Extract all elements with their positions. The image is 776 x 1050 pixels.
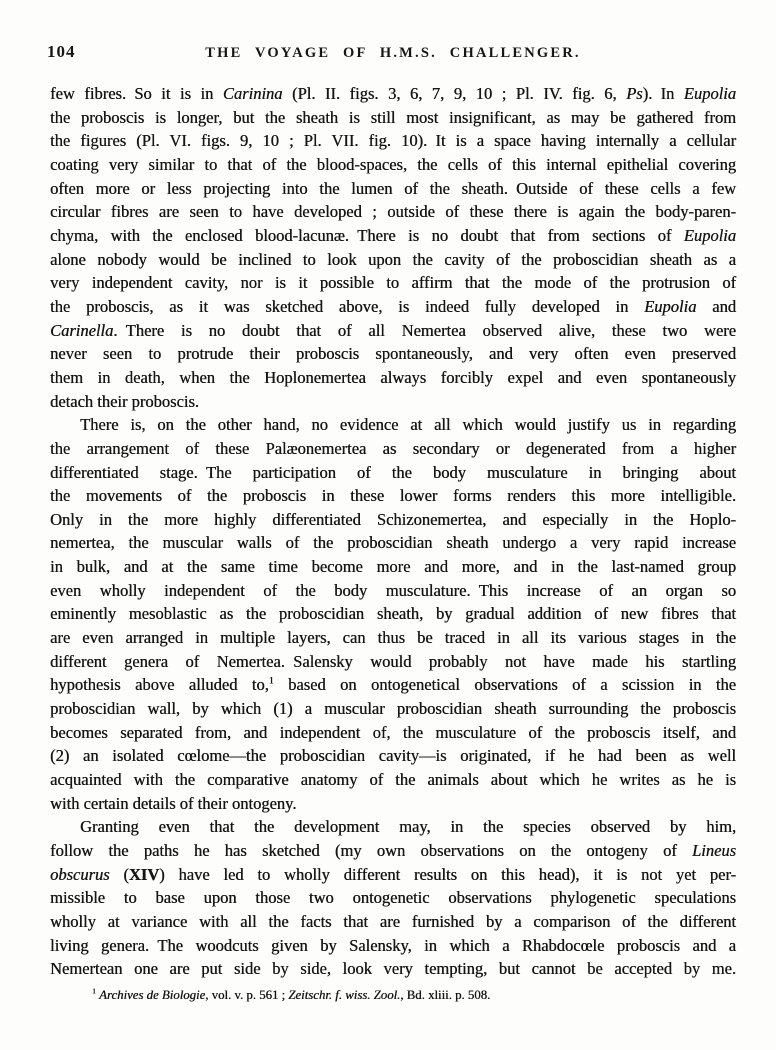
text-segment: eminently mesoblastic as the proboscidian sheath, by gradual addition of new fibres that <box>50 604 736 624</box>
text-segment: the figures (Pl. VI. figs. 9, 10 ; Pl. VII. fig. 10). It is a space having internally a cellular <box>50 131 736 151</box>
text-line <box>50 531 736 555</box>
text-line <box>50 910 736 934</box>
text-line <box>50 508 736 532</box>
text-line <box>50 792 736 816</box>
text-line <box>50 295 736 319</box>
text-line <box>50 342 736 366</box>
text-segment: ) have led to wholly different results on this head), it is not yet per- <box>159 864 736 884</box>
text-segment: Eupolia <box>683 84 736 103</box>
text-segment: the movements of the proboscis in these lower forms renders this more intelligible. <box>50 486 736 506</box>
text-segment: often more or less projecting into the lumen of the sheath. Outside of these cells a few <box>50 178 736 198</box>
text-segment: never seen to protrude their proboscis spontaneously, and very often even preserved <box>50 344 736 364</box>
text-segment: circular fibres are seen to have developed ; outside of these there is again the body-paren- <box>50 202 736 222</box>
text-line <box>50 957 736 981</box>
text-line <box>50 319 736 343</box>
text-segment: missible to base upon those two ontogenetic observations phylogenetic speculations <box>50 888 736 908</box>
text-segment: Granting even that the development may, in the species observed by him, <box>80 817 736 837</box>
text-segment: and <box>696 296 736 316</box>
text-line <box>50 437 736 461</box>
text-segment: coating very similar to that of the blood-spaces, the cells of this internal epithelial covering <box>50 154 736 174</box>
running-title: THE VOYAGE OF H.M.S. CHALLENGER. <box>205 45 581 61</box>
text-line <box>50 602 736 626</box>
text-segment: Zeitschr. f. wiss. Zool. <box>288 987 401 1002</box>
paragraph <box>50 815 736 981</box>
text-segment: , vol. v. p. 561 ; <box>205 987 289 1002</box>
text-line <box>50 200 736 224</box>
text-segment: (2) an isolated cœlome—the proboscidian cavity—is originated, if he had been as well <box>50 746 736 766</box>
text-line <box>50 555 736 579</box>
text-line <box>50 579 736 603</box>
text-segment: Only in the more highly differentiated Schizonemertea, and especially in the Hoplo- <box>50 509 736 529</box>
paragraph <box>50 413 736 815</box>
text-line <box>50 744 736 768</box>
body-text <box>50 82 736 1004</box>
text-segment: nemertea, the muscular walls of the proboscidian sheath undergo a very rapid increase <box>50 533 736 553</box>
text-line <box>50 224 736 248</box>
text-segment: the proboscis is longer, but the sheath is still most insignificant, as may be gathered from <box>50 107 736 127</box>
text-segment: becomes separated from, and independent of, the musculature of the proboscis itself, and <box>50 722 736 742</box>
text-line <box>50 697 736 721</box>
text-segment: XIV <box>128 864 160 884</box>
text-segment: them in death, when the Hoplonemertea always forcibly expel and even spontaneously <box>50 367 736 387</box>
text-segment: (Pl. II. figs. 3, 6, 7, 9, 10 ; Pl. IV. fig. 6, <box>282 84 627 103</box>
text-segment: living genera. The woodcuts given by Salensky, in which a Rhabdocœle proboscis and a <box>50 935 736 955</box>
text-segment: proboscidian wall, by which (1) a muscular proboscidian sheath surrounding the proboscis <box>50 699 736 719</box>
text-line <box>50 106 736 130</box>
text-segment: Carinella <box>50 320 114 340</box>
footnote-reference: 1 <box>92 986 96 996</box>
text-line <box>50 390 736 414</box>
text-line <box>50 248 736 272</box>
text-segment: in bulk, and at the same time become more and more, and in the last-named group <box>50 557 736 577</box>
text-line <box>50 177 736 201</box>
text-segment: with certain details of their ontogeny. <box>50 793 297 813</box>
footnote-reference: 1 <box>268 675 274 687</box>
text-segment: even wholly independent of the body musculature. This increase of an organ so <box>50 580 736 600</box>
text-segment: ). In <box>642 84 684 103</box>
text-segment: hypothesis above alluded to, <box>50 675 269 695</box>
text-segment: based on ontogenetical observations of a scission in the <box>273 675 736 695</box>
text-segment: . There is no doubt that of all Nemertea observed alive, these two were <box>113 320 736 340</box>
text-segment: obscurus <box>50 864 110 884</box>
text-segment: Nemertean one are put side by side, look very tempting, but cannot be accepted by me. <box>50 959 736 979</box>
text-line <box>50 934 736 958</box>
text-line <box>50 650 736 674</box>
text-segment: Ps <box>626 84 643 103</box>
text-line <box>50 626 736 650</box>
page-number: 104 <box>47 42 76 61</box>
text-line <box>50 886 736 910</box>
text-segment: There is, on the other hand, no evidence at all which would justify us in regarding <box>80 415 736 435</box>
text-segment: the proboscis, as it was sketched above, is indeed fully developed in <box>50 296 645 316</box>
text-line <box>50 673 736 697</box>
text-line <box>50 815 736 839</box>
text-segment: very independent cavity, nor is it possible to affirm that the mode of the protrusion of <box>50 273 736 293</box>
text-line <box>50 271 736 295</box>
text-line <box>50 768 736 792</box>
text-segment: differentiated stage. The participation of the body musculature in bringing about <box>50 462 736 482</box>
text-segment: chyma, with the enclosed blood-lacunæ. There is no doubt that from sections of <box>50 225 684 245</box>
text-line <box>50 129 736 153</box>
text-segment: Eupolia <box>683 225 736 245</box>
text-segment: Eupolia <box>644 296 697 316</box>
text-line <box>50 721 736 745</box>
text-line <box>50 839 736 863</box>
text-line <box>50 484 736 508</box>
text-line <box>50 153 736 177</box>
text-line <box>50 461 736 485</box>
text-line <box>50 413 736 437</box>
text-segment: the arrangement of these Palæonemertea as secondary or degenerated from a higher <box>50 438 736 458</box>
text-segment: alone nobody would be inclined to look upon the cavity of the proboscidian sheath as a <box>50 249 736 269</box>
text-segment: Archives de Biologie <box>99 987 206 1002</box>
text-segment: wholly at variance with all the facts that are furnished by a comparison of the different <box>50 911 736 931</box>
text-segment: are even arranged in multiple layers, can thus be traced in all its various stages in the <box>50 628 736 648</box>
text-segment: acquainted with the comparative anatomy of the animals about which he writes as he is <box>50 770 736 790</box>
text-segment: Lineus <box>691 841 736 860</box>
text-segment: , Bd. xliii. p. 508. <box>400 987 491 1002</box>
text-segment: few fibres. So it is in <box>50 84 223 103</box>
text-line <box>50 366 736 390</box>
text-segment: follow the paths he has sketched (my own observations on the ontogeny of <box>50 841 692 860</box>
footnote <box>50 986 736 1004</box>
text-line <box>50 82 736 106</box>
paragraph <box>50 82 736 413</box>
text-segment: detach their proboscis. <box>50 391 199 411</box>
text-segment: Carinina <box>222 84 283 103</box>
text-line <box>50 863 736 887</box>
text-segment: ( <box>109 864 129 884</box>
text-segment: different genera of Nemertea. Salensky would probably not have made his startling <box>50 651 736 671</box>
